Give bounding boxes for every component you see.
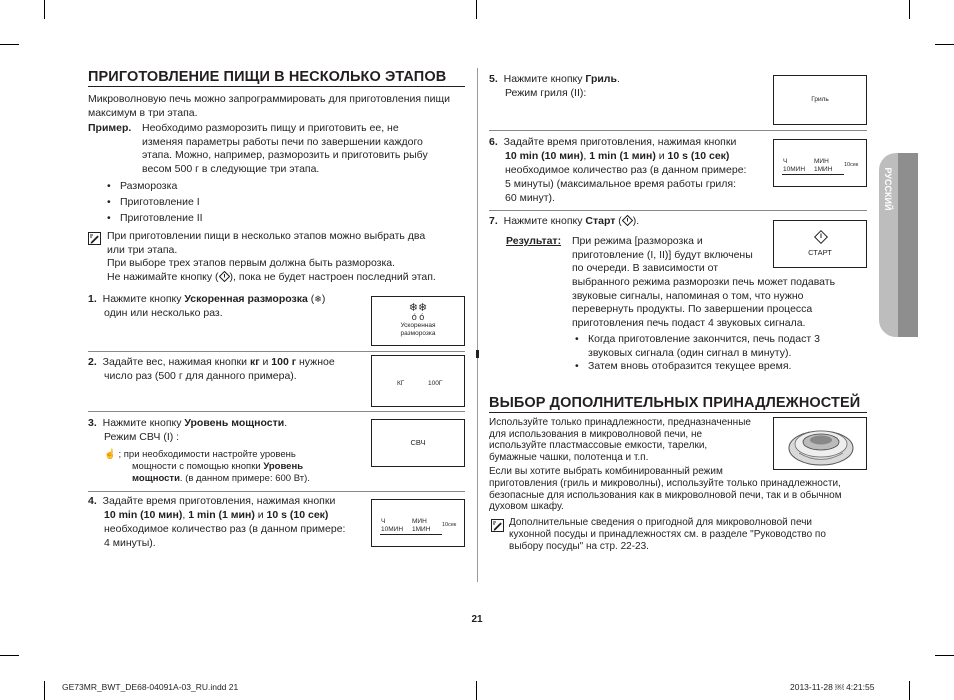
defrost-snowflake-icon: ❄❄ bbox=[408, 302, 428, 314]
step-4-line3: необходимое количество раз (в данном примере: bbox=[104, 523, 346, 535]
lcd-underline bbox=[782, 174, 844, 175]
result-label: Результат: bbox=[506, 235, 562, 247]
note-line: или три этапа. bbox=[107, 243, 178, 256]
crop-mark bbox=[476, 681, 477, 700]
lcd-text: МИН bbox=[814, 158, 829, 165]
step-5-line2: Режим гриля (II): bbox=[505, 87, 587, 99]
crop-mark bbox=[909, 681, 910, 700]
result-line: по очереди. В зависимости от bbox=[572, 262, 719, 275]
example-line: этапа. Можно, например, разморозить и приготовить рыбу bbox=[142, 149, 428, 162]
dish-icon bbox=[774, 418, 867, 470]
step-3-tip: ☝ ; при необходимости настройте уровень мощности с помощью кнопки Уровень мощности. (в данном примере: 600 Вт). bbox=[104, 449, 310, 484]
list-item: • Приготовление II bbox=[120, 212, 203, 228]
side-tab-edge bbox=[898, 153, 918, 337]
start-diamond-icon bbox=[814, 230, 828, 244]
acc-line: используйте пластмассовые емкости, тарелки, bbox=[489, 440, 708, 451]
result-bullet: • Затем вновь отобразится текущее время. bbox=[588, 360, 878, 374]
crop-mark bbox=[44, 681, 45, 700]
note-line: ), пока не будет настроен последний этап. bbox=[229, 270, 436, 283]
lcd-underline bbox=[380, 534, 442, 535]
step-3: 3. Нажмите кнопку Уровень мощности. bbox=[88, 417, 288, 429]
result-line: перевернуть продукты. По завершении процесса bbox=[572, 303, 813, 316]
result-bullet-cont: звуковых сигнала (один сигнал в минуту). bbox=[588, 346, 792, 359]
lcd-text: 1МИН bbox=[412, 526, 431, 533]
intro-line: максимум в три этапа. bbox=[88, 106, 198, 119]
title-underline bbox=[489, 412, 867, 413]
lcd-display-defrost bbox=[371, 296, 465, 346]
note-line: Дополнительные сведения о пригодной для микроволновой печи bbox=[509, 517, 812, 528]
registration-mark bbox=[476, 350, 479, 358]
title-underline bbox=[88, 86, 465, 87]
result-line: выбранного режима разморозки печь может подавать bbox=[572, 276, 836, 288]
lcd-text: разморозка bbox=[400, 330, 436, 337]
step-6: 6. Задайте время приготовления, нажимая кнопки bbox=[489, 136, 737, 148]
accessory-image bbox=[773, 417, 867, 470]
step-5: 5. Нажмите кнопку Гриль. bbox=[489, 73, 620, 85]
step-2-line2: число раз (500 г для данного примера). bbox=[104, 370, 297, 382]
lcd-text: 1МИН bbox=[814, 166, 833, 173]
example-line: Необходимо разморозить пищу и приготовить ее, не bbox=[142, 122, 399, 134]
result-line: приготовление (I, II)] будут включены bbox=[572, 248, 753, 261]
crop-mark bbox=[0, 44, 19, 45]
lcd-text: Ч bbox=[381, 518, 386, 525]
note-line: При приготовлении пищи в несколько этапов можно выбрать два bbox=[107, 230, 426, 242]
step-separator bbox=[88, 411, 465, 412]
note-line: выбору посуды" на стр. 22-23. bbox=[509, 540, 649, 552]
step-1: 1. Нажмите кнопку Ускоренная разморозка (❄) bbox=[88, 293, 326, 305]
step-6-line5: 60 минут). bbox=[505, 192, 555, 204]
note-icon bbox=[491, 519, 504, 532]
crop-mark bbox=[935, 44, 954, 45]
lcd-text: 10МИН bbox=[783, 166, 806, 173]
lcd-text: Ч bbox=[783, 158, 788, 165]
page-title: ПРИГОТОВЛЕНИЕ ПИЩИ В НЕСКОЛЬКО ЭТАПОВ bbox=[88, 69, 447, 85]
combo-line: Если вы хотите выбрать комбинированный режим bbox=[489, 466, 723, 477]
lcd-display-time-grill bbox=[773, 139, 867, 187]
result-bullet: • Когда приготовление закончится, печь подаст 3 bbox=[588, 333, 878, 347]
example-line: весом 500 г в следующие три этапа. bbox=[142, 162, 320, 175]
step-7: 7. Нажмите кнопку Старт ( ). bbox=[489, 215, 640, 227]
lcd-text: Гриль bbox=[811, 96, 829, 103]
step-1-line2: один или несколько раз. bbox=[104, 307, 223, 319]
combo-line: приготовления (гриль и микроволны), используйте только принадлежности, bbox=[489, 477, 841, 489]
result-line: приготовления печь подаст 4 звуковых сигнала. bbox=[572, 316, 806, 329]
crop-mark bbox=[935, 655, 954, 656]
example-label: Пример. bbox=[88, 122, 132, 134]
lcd-text: СВЧ bbox=[410, 438, 426, 447]
lcd-text: КГ bbox=[397, 380, 405, 387]
lcd-display-power bbox=[371, 419, 465, 467]
footer-file: GE73MR_BWT_DE68-04091A-03_RU.indd 21 bbox=[62, 682, 239, 692]
list-item: • Разморозка bbox=[120, 180, 203, 196]
result-line: звуковые сигналы, напоминая о том, что нужно bbox=[572, 289, 804, 302]
step-4-line2: 10 min (10 мин), 1 min (1 мин) и 10 s (10 сек) bbox=[104, 509, 329, 521]
column-divider bbox=[477, 68, 478, 582]
step-4-line4: 4 минуты). bbox=[104, 537, 156, 549]
crop-mark bbox=[44, 0, 45, 19]
intro-line: Микроволновую печь можно запрограммировать для приготовления пищи bbox=[88, 93, 451, 105]
crop-mark bbox=[0, 655, 19, 656]
lcd-text: 10сек bbox=[844, 162, 859, 168]
crop-mark bbox=[909, 0, 910, 19]
side-tab-label: РУССКИЙ bbox=[883, 167, 893, 211]
example-line: изменяя параметры работы печи по завершении каждого bbox=[142, 135, 423, 148]
step-separator bbox=[88, 351, 465, 352]
lcd-display-weight bbox=[371, 355, 465, 407]
lcd-display-start bbox=[773, 220, 867, 268]
acc-line: Используйте только принадлежности, предназначенные bbox=[489, 417, 751, 428]
lcd-text: Ускоренная bbox=[400, 322, 436, 329]
combo-line: безопасные для использования как в микроволновой печи, так и в обычном bbox=[489, 489, 842, 501]
combo-line: духовом шкафу. bbox=[489, 501, 564, 513]
step-separator bbox=[88, 491, 465, 492]
lcd-display-time bbox=[371, 499, 465, 547]
note-line: При выборе трех этапов первым должна быть разморозка. bbox=[107, 257, 396, 270]
note-line: Не нажимайте кнопку ( bbox=[107, 270, 219, 283]
list-item: • Приготовление I bbox=[120, 196, 203, 212]
crop-mark bbox=[476, 0, 477, 19]
hand-icon: ☝ bbox=[104, 449, 116, 460]
footer-date: 2013-11-28 ￼ 4:21:55 bbox=[790, 682, 875, 692]
note-icon bbox=[88, 232, 101, 245]
lcd-text: МИН bbox=[412, 518, 427, 525]
step-6-line4: 5 минуты) (максимальное время работы гриля: bbox=[505, 178, 737, 190]
lcd-text: 10МИН bbox=[381, 526, 404, 533]
start-diamond-icon bbox=[219, 271, 230, 282]
note-line: кухонной посуды и принадлежностях см. в разделе "Руководство по bbox=[509, 528, 826, 540]
step-4: 4. Задайте время приготовления, нажимая кнопки bbox=[88, 495, 336, 507]
acc-line: бумажные чашки, полотенца и т.п. bbox=[489, 451, 649, 463]
lcd-text: СТАРТ bbox=[808, 248, 832, 257]
step-3-line2: Режим СВЧ (I) : bbox=[104, 431, 180, 443]
defrost-icon: ❄ bbox=[314, 294, 322, 304]
step-6-line3: необходимое количество раз (в данном примере: bbox=[505, 164, 747, 176]
step-6-line2: 10 min (10 мин), 1 min (1 мин) и 10 s (10 сек) bbox=[505, 150, 730, 162]
lcd-text: 100Г bbox=[428, 380, 443, 387]
lcd-text: 10сек bbox=[442, 522, 457, 528]
acc-line: для использования в микроволновой печи, не bbox=[489, 428, 703, 440]
page-number: 21 bbox=[471, 614, 483, 625]
step-2: 2. Задайте вес, нажимая кнопки кг и 100 г нужное bbox=[88, 356, 335, 368]
result-line: При режима [разморозка и bbox=[572, 235, 703, 247]
section-title: ВЫБОР ДОПОЛНИТЕЛЬНЫХ ПРИНАДЛЕЖНОСТЕЙ bbox=[489, 395, 861, 411]
step-separator bbox=[489, 210, 867, 211]
defrost-drops-icon: ó ó bbox=[411, 312, 425, 322]
step-separator bbox=[489, 130, 867, 131]
start-diamond-icon bbox=[622, 215, 633, 226]
lcd-display-grill bbox=[773, 75, 867, 125]
